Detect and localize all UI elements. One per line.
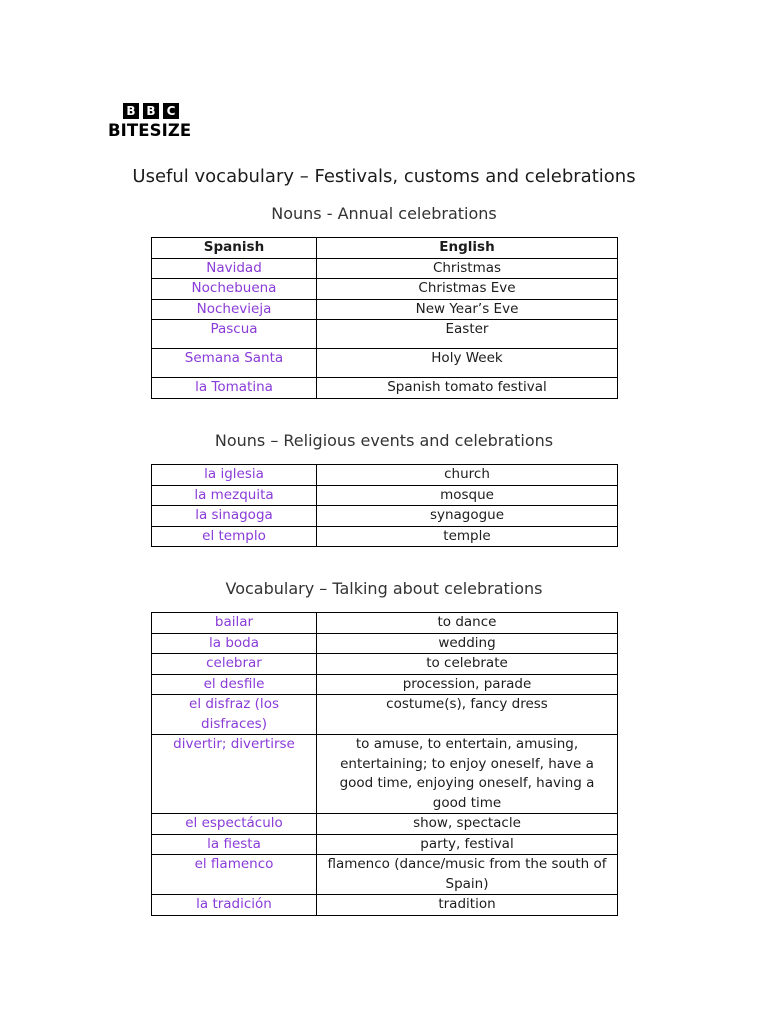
bbc-letter-c: C (163, 103, 179, 119)
spanish-term: Nochebuena (152, 279, 317, 300)
english-term: to celebrate (317, 654, 618, 675)
english-term: New Year’s Eve (317, 299, 618, 320)
spanish-term: la tradición (152, 895, 317, 916)
spanish-term: la sinagoga (152, 506, 317, 527)
table-row (152, 506, 618, 527)
table-row (152, 695, 618, 735)
english-term: Holy Week (317, 349, 618, 378)
spanish-term: la boda (152, 633, 317, 654)
bbc-letter-b1: B (123, 103, 139, 119)
english-term: wedding (317, 633, 618, 654)
column-header-spanish: Spanish (152, 238, 317, 259)
spanish-term: bailar (152, 613, 317, 634)
talking-about-celebrations-table (151, 612, 618, 916)
table-row (152, 895, 618, 916)
page-title: Useful vocabulary – Festivals, customs and celebrations (132, 166, 636, 187)
table-row (152, 378, 618, 399)
english-term: show, spectacle (317, 814, 618, 835)
spanish-term: divertir; divertirse (152, 735, 317, 814)
table-row (152, 465, 618, 486)
table-row (152, 613, 618, 634)
bitesize-wordmark: BITESIZE (108, 121, 192, 140)
column-header-english: English (317, 238, 618, 259)
table-row (152, 654, 618, 675)
spanish-term: el flamenco (152, 855, 317, 895)
spanish-term: la fiesta (152, 834, 317, 855)
table-row (152, 349, 618, 378)
english-term: mosque (317, 485, 618, 506)
table-row (152, 320, 618, 349)
spanish-term: Nochevieja (152, 299, 317, 320)
english-term: party, festival (317, 834, 618, 855)
section-heading-annual: Nouns - Annual celebrations (271, 204, 497, 223)
english-term: costume(s), fancy dress (317, 695, 618, 735)
table-row (152, 855, 618, 895)
annual-celebrations-table (151, 237, 618, 399)
english-term: procession, parade (317, 674, 618, 695)
spanish-term: el espectáculo (152, 814, 317, 835)
section-heading-talking: Vocabulary – Talking about celebrations (225, 579, 543, 598)
spanish-term: la Tomatina (152, 378, 317, 399)
english-term: Christmas Eve (317, 279, 618, 300)
spanish-term: el templo (152, 526, 317, 547)
spanish-term: Navidad (152, 258, 317, 279)
table-row (152, 485, 618, 506)
spanish-term: Pascua (152, 320, 317, 349)
bbc-boxes (123, 103, 198, 119)
table-row (152, 814, 618, 835)
bbc-bitesize-logo (108, 103, 198, 141)
religious-events-table (151, 464, 618, 547)
spanish-term: Semana Santa (152, 349, 317, 378)
english-term: flamenco (dance/music from the south of Spain) (317, 855, 618, 895)
english-term: to dance (317, 613, 618, 634)
english-term: Spanish tomato festival (317, 378, 618, 399)
english-term: Christmas (317, 258, 618, 279)
table-row (152, 735, 618, 814)
section-heading-religious: Nouns – Religious events and celebrations (214, 431, 554, 450)
table-row (152, 633, 618, 654)
english-term: Easter (317, 320, 618, 349)
english-term: to amuse, to entertain, amusing, entertaining; to enjoy oneself, have a good time, enjoying oneself, having a good time (317, 735, 618, 814)
english-term: synagogue (317, 506, 618, 527)
table-row (152, 299, 618, 320)
table-row (152, 258, 618, 279)
spanish-term: el desfile (152, 674, 317, 695)
table-row (152, 674, 618, 695)
spanish-term: el disfraz (los disfraces) (152, 695, 317, 735)
table-row (152, 526, 618, 547)
english-term: church (317, 465, 618, 486)
english-term: tradition (317, 895, 618, 916)
bbc-letter-b2: B (143, 103, 159, 119)
english-term: temple (317, 526, 618, 547)
table-header-row (152, 238, 618, 259)
spanish-term: la mezquita (152, 485, 317, 506)
table-row (152, 834, 618, 855)
table-row (152, 279, 618, 300)
spanish-term: la iglesia (152, 465, 317, 486)
spanish-term: celebrar (152, 654, 317, 675)
